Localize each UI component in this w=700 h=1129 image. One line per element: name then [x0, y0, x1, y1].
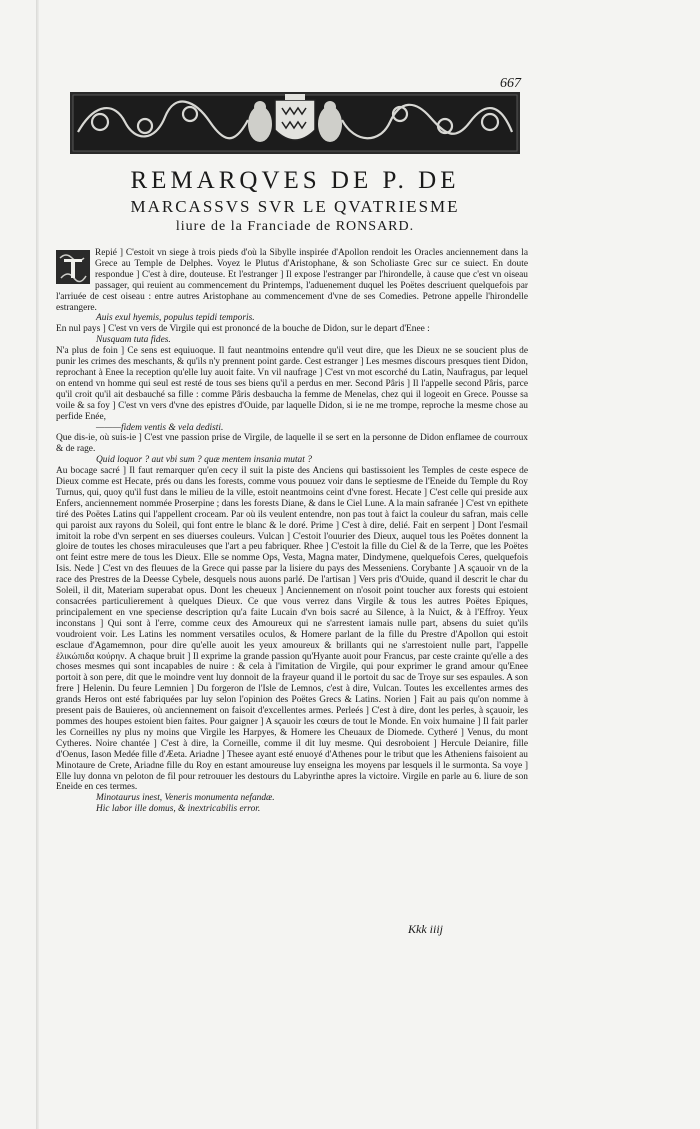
paragraph: En nul pays ] C'est vn vers de Virgile qui est prononcé de la bouche de Didon, sur le depart d'Enee : — [56, 324, 430, 335]
title-line-3: liure de la Franciade de RONSARD. — [175, 219, 415, 234]
title-line-1: REMARQVES DE P. DE — [130, 167, 460, 194]
verse-line: Hic labor ille domus, & inextricabilis error. — [96, 804, 261, 815]
page-number: 667 — [500, 76, 521, 91]
paragraph: Que dis-ie, où suis-ie ] C'est vne passion prise de Virgile, de laquelle il se sert en la personne de Didon enflamee de courroux & de rage. — [56, 433, 528, 455]
paragraph: Au bocage sacré ] Il faut remarquer qu'en cecy il suit la piste des Anciens qui bastissoient les Temples de ceste espece de Dieux comme est Hecate, prés ou dans les forests, comme vous pouuez voir dans le septiesme de l'Eneide du Temple du Roy Turnus, qui, quoy qu'il fust dans le milieu de la ville, estoit neantmoins ceint d'vne forest. Hecate ] C'est celle qui preside aux Enfers, anciennement nommée Proserpine ; dans les forests Diane, & dans le Ciel Lune. A la main safranée ] C'est vn epithete tiré des Poëtes Latins qui l'appellent croceam. Par où ils veulent entendre, non pas tout à faict la couleur du safran, mais celle qui paroist aux rayons du Soleil, qui font entre le blanc & le doré. Prime ] C'est à dire, delié. Fait en serpent ] Dont l'esmail imitoit la robe d'vn serpent en ses diuerses couleurs. Vulcan ] C'estoit l'ouurier des Dieux, auquel tous les Poëtes donnent la gloire de toutes les choses miraculeuses que l'art a peu fabriquer. Rhee ] C'estoit la fille du Ciel & de la Terre, que les Poëtes ont feint estre mere de tous les Dieux. Elle se nomme Ops, Vesta, Magna mater, Dindymene, quelquefois Ceres, quelquefois Isis. Nede ] C'est vn des fleuues de la Grece qui passe par la lisiere du pays des Messeniens. Corybante ] A sçauoir vn de la race des Prestres de la Deesse Cybele, desquels nous auons parlé. De l'artisan ] Vers pris d'Ouide, quand il descrit le char du Soleil, il dit, Materiam superabat opus. Dont les cheueux ] Anciennement on n'osoit point toucher aux forests qui estoient consacrées particulierement à quelques Dieux. Ce que vous verrez dans Virgile & tous les autres Poëtes Epiques, principalement en vne speciense description qu'a faite Lucain d'vn bois sacré au Silence, à la Nuict, & à l'Effroy. Yeux inconstans ] Qui sont à l'erre, comme ceux des Amoureux qui ne s'arrestent iamais nulle part, absens du suiet qu'ils voudroient voir. Les Latins les nomment versatiles oculos, & Homere parlant de la fille du Prestre d'Apollon qui estoit esclaue d'Agamemnon, pour dire qu'elle auoit les yeux amoureux & brillants qui ne s'arrestoient nulle part, l'appelle ἑλικώπιδα κούρην. A chaque bruit ] Il exprime la grande passion qu'Hyante auoit pour Francus, par ceste crainte qu'elle a des choses mesmes qui sont incapables de nuire : & cela à l'imitation de Virgile, qui pour exprimer le grand amour qu'Enee portoit à son pere, dit que le moindre vent luy donnoit de la frayeur quand il le portoit du sac de Troye sur ses espaules. A son frere ] Helenin. Du feure Lemnien ] Du forgeron de l'Isle de Lemnos, c'est à dire, Vulcan. Toutes les excellentes armes des grands Heros ont esté fabriquées par luy selon l'opinion des Poëtes Grecs & Latins. Norien ] Fait au pais qu'on nomme à present pais de Bauieres, où anciennement on faisoit d'excellentes armes. Perleés ] C'est à dire, dont les perles, à sçauoir, les pommes des houpes estoient bien faites. Pour gaigner ] A sçauoir les cœurs de tout le Monde. En voix humaine ] Il fait parler les Corneilles ny plus ny moins que Virgile les Harpyes, & Homere les Cheuaux de Diomede. Cytheré ] Venus, du mont Cytheres. Noire chantée ] C'est à dire, la Corneille, comme il dit luy mesme. Qui desroboient ] Hercule Deianire, fille d'Oenus, Iason Medée fille d'Æeta. Ariadne ] Thesee ayant esté enuoyé d'Athenes pour le tribut que les Atheniens faisoient au Minotaure de Crete, Ariadne fille du Roy en estant amoureuse luy enseigna les moyens par lesquels il le surmonta. Sa voye ] Elle luy donna vn peloton de fil pour retrouuer les destours du Labyrinthe apres la victoire. Virgile en parle au 6. liure de son Eneide en ces termes. — [56, 466, 528, 793]
verse-line: ———fidem ventis & vela dedisti. — [96, 422, 224, 433]
verse-line: Minotaurus inest, Veneris monumenta nefandæ. — [96, 793, 275, 804]
commentary-text — [56, 248, 528, 908]
paragraph: N'a plus de foin ] Ce sens est equiuoque. Il faut neantmoins entendre qu'il veut dire, que les Dieux ne se soucient plus de punir les crimes des meschants, & qu'ils n'y prennent point garde. Cest estranger ] Les mesmes discours presques tient Didon, reprochant à Enee la reception qu'elle luy auoit faite. Vn vil naufrage ] C'est vn mot escorché du Latin, Naufragus, par lequel on entend vn homme qui seul est resté de tous ses biens qu'il a perdus en mer. Second Pâris ] Il l'appelle second Pâris, parce qu'il croit qu'il ait desbauché sa fille : comme Pâris desbaucha la femme de Menelas, chez qui il logeoit en Grece. Pousse sa voile & sa foy ] C'est vn vers d'vne des epistres d'Ouide, par laquelle Didon, si ie ne me trompe, reproche la mesme chose au perfide Enée, — [56, 346, 528, 422]
verse-line: Nusquam tuta fides. — [96, 335, 171, 346]
ornamental-headpiece — [70, 92, 520, 154]
verse-line: Auis exul hyemis, populus tepidi temporis. — [96, 313, 255, 324]
verse-line: Quid loquor ? aut vbi sum ? quæ mentem insania mutat ? — [96, 455, 312, 466]
decorated-initial — [56, 250, 90, 284]
paragraph: Repié ] C'estoit vn siege à trois pieds d'où la Sibylle inspirée d'Apollon rendoit les Oracles anciennement dans la Grece au Temple de Delphes. Voyez le Plutus d'Aristophane, & son Scholiaste Grec sur ce suiect. En doute respondue ] C'est à dire, douteuse. Et l'estranger ] Il expose l'estranger par l'hirondelle, à cause que c'est vn oiseau passager, qui reuient au commencement du Printemps, l'aduenement duquel les Poëtes descriuent quelquefois par l'arriuée de cest oiseau : entre autres Aristophane au commencement d'vne de ses Comedies. Petrone appelle l'hirondelle estrangere. — [56, 248, 528, 313]
gutter-shadow — [36, 0, 39, 1129]
signature-mark: Kkk iiij — [408, 922, 443, 936]
chapter-title — [60, 168, 530, 234]
title-line-2: MARCASSVS SVR LE QVATRIESME — [130, 197, 460, 216]
